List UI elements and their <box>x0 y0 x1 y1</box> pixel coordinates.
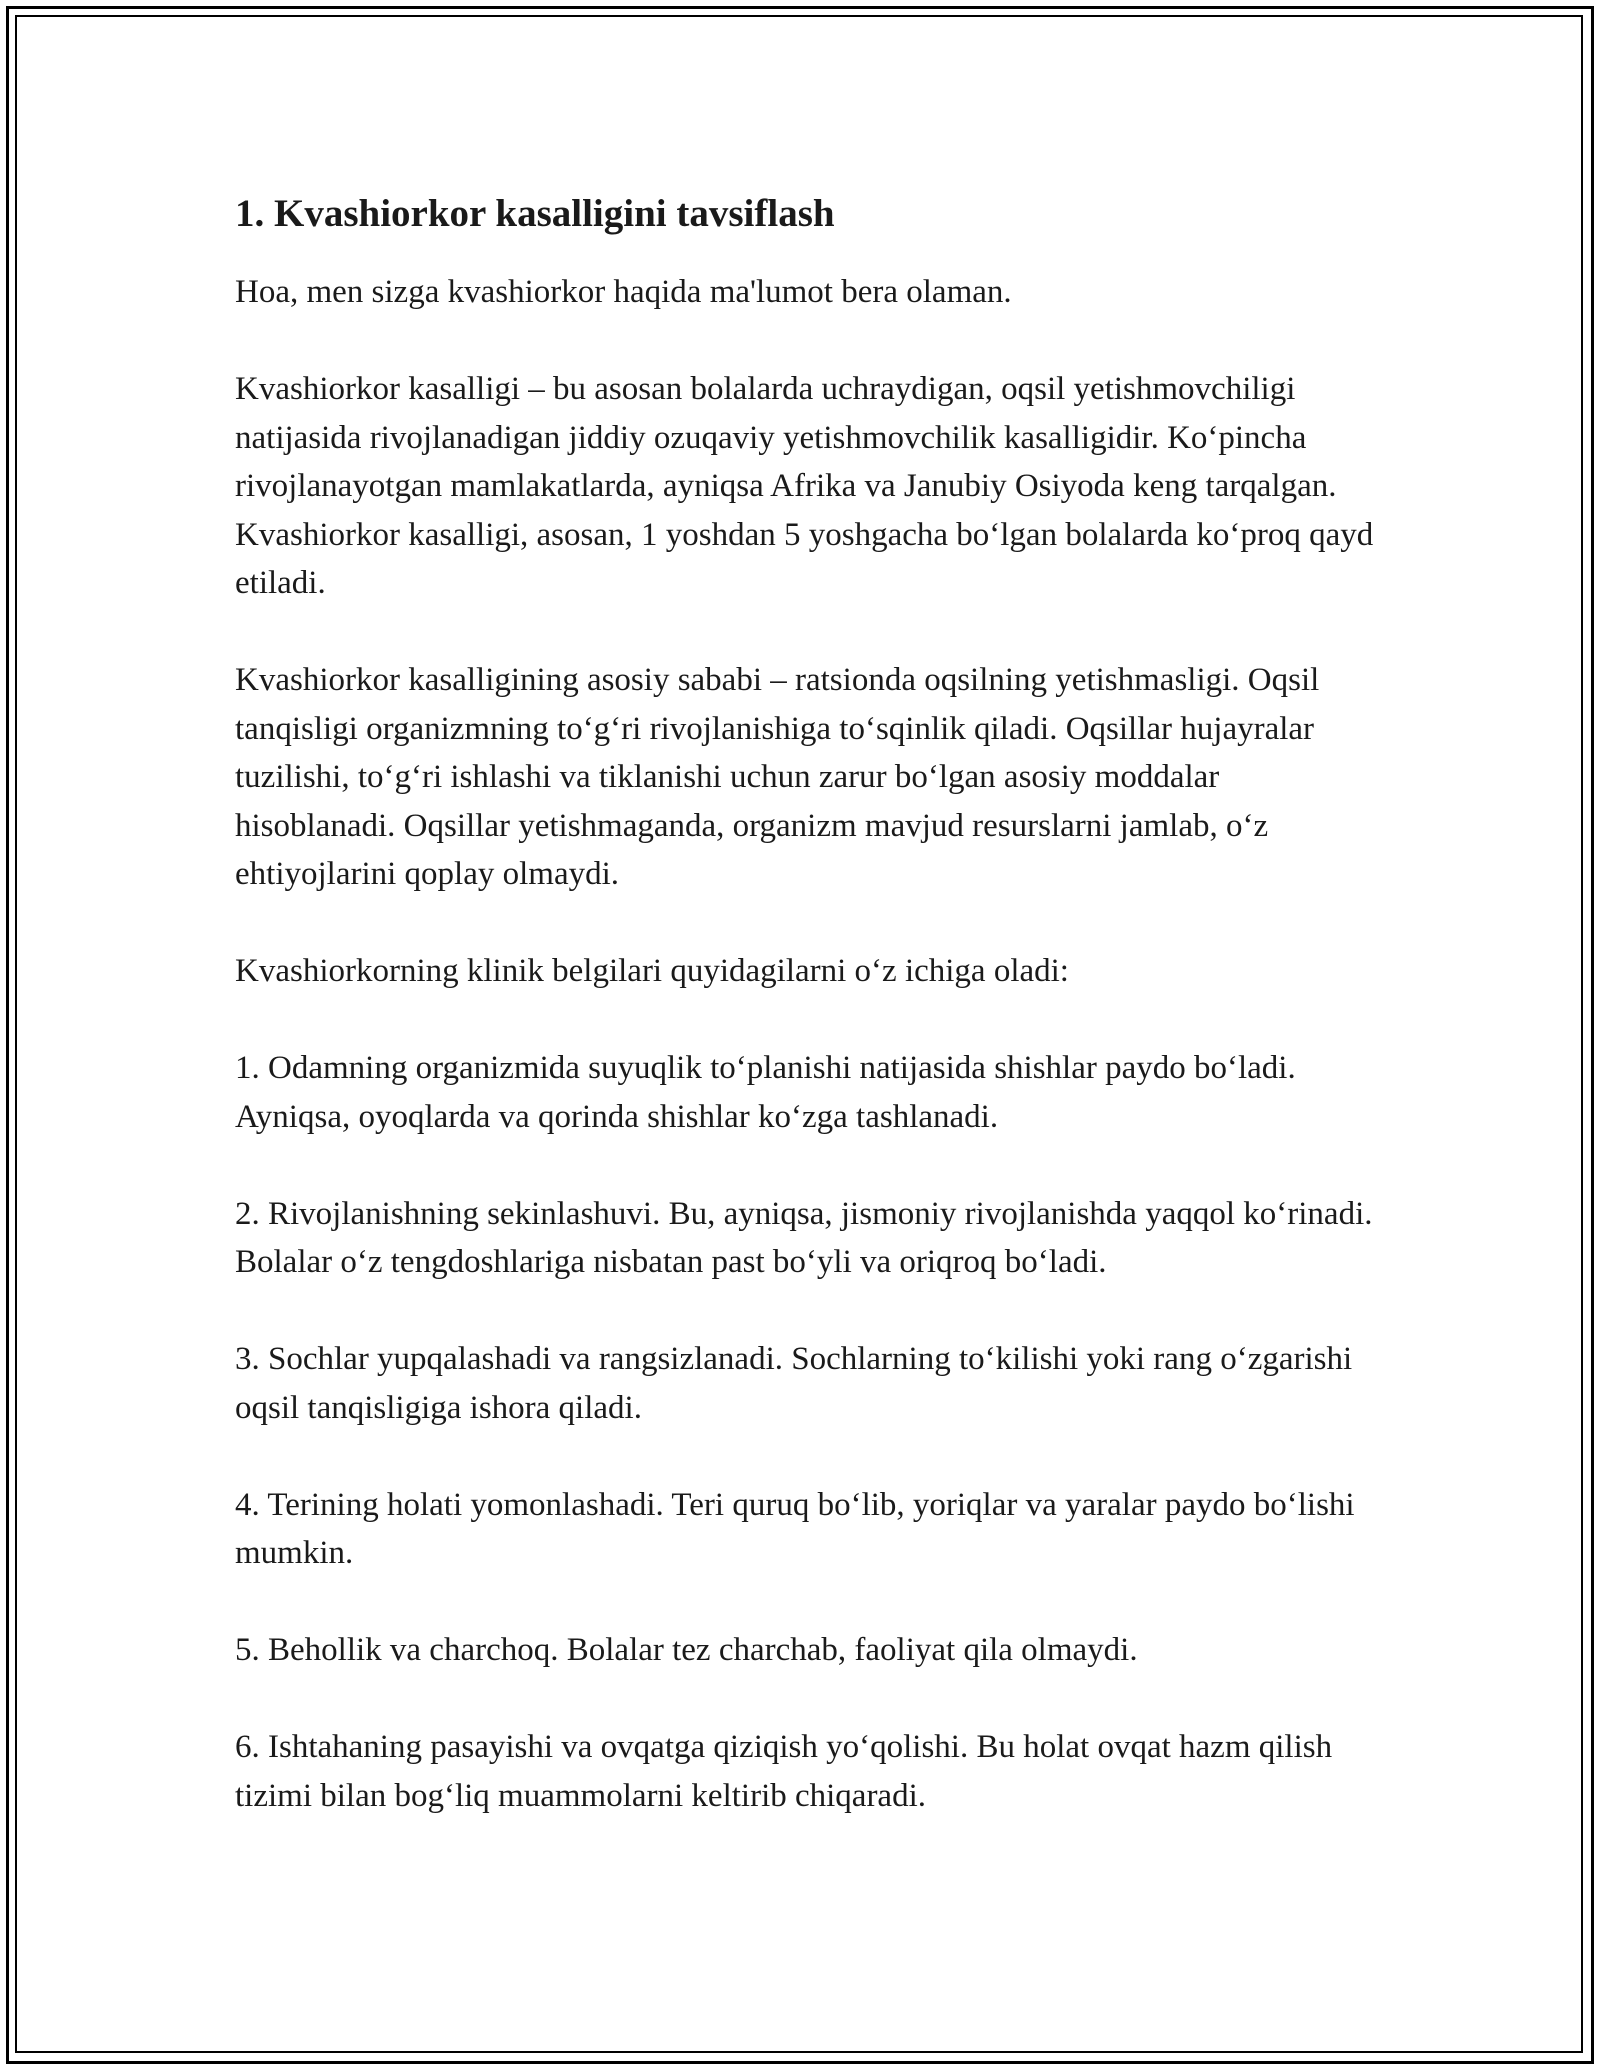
list-item-symptom-2: 2. Rivojlanishning sekinlashuvi. Bu, ayniqsa, jismoniy rivojlanishda yaqqol koʻrinadi. Bolalar oʻz tengdoshlariga nisbatan past boʻyli va oriqroq boʻladi. <box>235 1195 1373 1280</box>
list-item-symptom-6: 6. Ishtahaning pasayishi va ovqatga qiziqish yoʻqolishi. Bu holat ovqat hazm qilish tizimi bilan bogʻliq muammolarni keltirib chiqaradi. <box>235 1729 1333 1814</box>
paragraph-intro: Hoa, men sizga kvashiorkor haqida ma'lumot bera olaman. <box>235 274 1012 310</box>
list-item-symptom-4: 4. Terining holati yomonlashadi. Teri quruq boʻlib, yoriqlar va yaralar paydo boʻlishi mumkin. <box>235 1486 1355 1571</box>
paragraph-symptoms-intro: Kvashiorkorning klinik belgilari quyidagilarni oʻz ichiga oladi: <box>235 953 1069 989</box>
list-item-symptom-3: 3. Sochlar yupqalashadi va rangsizlanadi. Sochlarning toʻkilishi yoki rang oʻzgarishi oqsil tanqisligiga ishora qiladi. <box>235 1341 1353 1426</box>
paragraph-cause: Kvashiorkor kasalligining asosiy sababi – ratsionda oqsilning yetishmasligi. Oqsil tanqisligi organizmning toʻgʻri rivojlanishiga toʻsqinlik qiladi. Oqsillar hujayralar tuzilishi, toʻgʻri ishlashi va tiklanishi uchun zarur boʻlgan asosiy moddalar hisoblanadi. Oqsillar yetishmaganda, organizm mavjud resurslarni jamlab, oʻz ehtiyojlarini qoplay olmaydi. <box>235 662 1320 892</box>
paragraph-definition: Kvashiorkor kasalligi – bu asosan bolalarda uchraydigan, oqsil yetishmovchiligi natijasida rivojlanadigan jiddiy ozuqaviy yetishmovchilik kasalligidir. Koʻpincha rivojlanayotgan mamlakatlarda, ayniqsa Afrika va Janubiy Osiyoda keng tarqalgan. Kvashiorkor kasalligi, asosan, 1 yoshdan 5 yoshgacha boʻlgan bolalarda koʻproq qayd etiladi. <box>235 371 1374 601</box>
document-body <box>235 186 1385 1869</box>
document-title: 1. Kvashiorkor kasalligini tavsiflash <box>235 192 835 235</box>
list-item-symptom-1: 1. Odamning organizmida suyuqlik toʻplanishi natijasida shishlar paydo boʻladi. Ayniqsa, oyoqlarda va qorinda shishlar koʻzga tashlanadi. <box>235 1050 1296 1135</box>
list-item-symptom-5: 5. Behollik va charchoq. Bolalar tez charchab, faoliyat qila olmaydi. <box>235 1632 1138 1668</box>
